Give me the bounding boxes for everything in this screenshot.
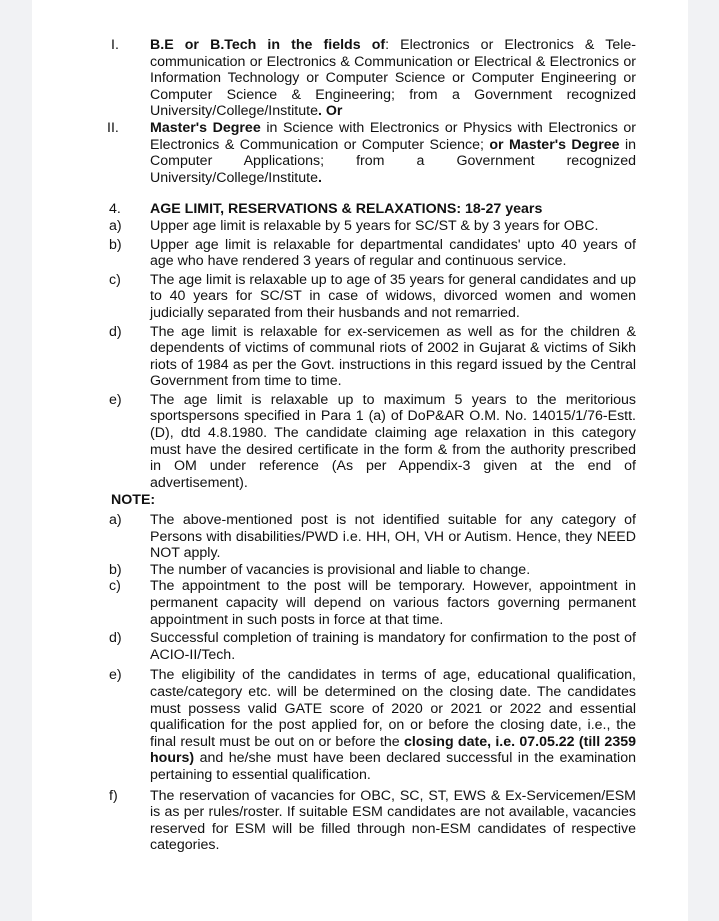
qualification-item — [32, 37, 636, 120]
note-item — [32, 562, 636, 579]
bold-tail: . Or — [317, 103, 343, 120]
item-text: The above-mentioned post is not identified suitable for any category of Persons with disabilities/PWD i.e. HH, OH, VH or Autism. Hence, they NEED NOT apply. — [150, 512, 636, 562]
note-item — [32, 512, 636, 562]
age-item — [32, 324, 636, 390]
note-item — [32, 630, 636, 663]
bold-tail: . — [317, 169, 322, 186]
document-page — [32, 0, 688, 921]
item-label: f) — [109, 787, 118, 804]
item-text: The age limit is relaxable up to age of 35 years for general candidates and up to 40 years for SC/ST in case of widows, divorced women and women judicially separated from their husbands and not remarried. — [150, 271, 636, 321]
item-text: The reservation of vacancies for OBC, SC, ST, EWS & Ex-Servicemen/ESM is as per rules/roster. If suitable ESM candidates are not available, vacancies reserved for ESM will be filled through non-ESM candidates of respective categories. — [150, 787, 636, 854]
note-heading: NOTE: — [111, 492, 156, 509]
item-label: c) — [109, 578, 121, 595]
body-text: in Science with Electronics or Physics with Electronics or Electronics & Communication or Computer Science; — [150, 119, 637, 153]
item-label: e) — [109, 667, 122, 684]
item-text: The age limit is relaxable up to maximum 5 years to the meritorious sportspersons specified in Para 1 (a) of DoP&AR O.M. No. 14015/1/76-Estt.(D), dtd 4.8.1980. The candidate claiming age relaxation in this category must have the desired certificate in the form & from the authority prescribed in OM under reference (As per Appendix-3 given at the end of advertisement). — [150, 391, 636, 491]
item-label: b) — [109, 236, 122, 253]
note-item — [32, 667, 636, 783]
item-label: b) — [109, 561, 122, 578]
item-label: II. — [107, 119, 119, 136]
item-text: The age limit is relaxable for ex-servicemen as well as for the children & dependents of victims of communal riots of 2002 in Gujarat & victims of Sikh riots of 1984 as per the Govt. instructions in this regard issued by the Central Government from time to time. — [150, 323, 636, 390]
item-text — [150, 37, 636, 120]
item-text — [150, 667, 636, 783]
body-text: in Computer Applications; from a Government recognized University/College/Institute — [150, 136, 637, 186]
age-item — [32, 272, 636, 322]
qualification-item — [32, 120, 636, 186]
note-item — [32, 788, 636, 854]
section-title: AGE LIMIT, RESERVATIONS & RELAXATIONS: 18-27 years — [150, 201, 543, 218]
bold-lead: B.E or B.Tech in the fields of — [150, 37, 386, 53]
age-item — [32, 392, 636, 492]
item-label: d) — [109, 630, 122, 647]
item-text: Successful completion of training is mandatory for confirmation to the post of ACIO-II/Tech. — [150, 630, 636, 663]
section-number: 4. — [109, 201, 121, 218]
body-text: and he/she must have been declared successful in the examination pertaining to essential qualification. — [150, 750, 636, 783]
item-label: c) — [109, 271, 121, 288]
body-text: : Electronics or Electronics & Tele-communication or Electronics & Communication or Electrical & Electronics or Information Technology or Computer Science or Computer Engineering or Computer Science & Engineering; from a Government recognized University/College/Institute — [150, 37, 636, 120]
item-label: I. — [111, 37, 119, 53]
item-label: d) — [109, 323, 122, 340]
body-text: The eligibility of the candidates in terms of age, educational qualification, caste/category etc. will be determined on the closing date. The candidates must possess valid GATE score of 2020 or 2021 or 2022 and essential qualification for the post applied for, on or before the closing date, i.e., the final result must be out on or before the — [150, 667, 636, 750]
item-label: a) — [109, 217, 122, 234]
age-item — [32, 237, 636, 270]
age-item — [32, 218, 636, 235]
bold-mid: or Master's Degree — [489, 136, 620, 153]
document-content — [32, 37, 688, 854]
section-heading — [32, 201, 636, 218]
item-text: The number of vacancies is provisional and liable to change. — [150, 561, 531, 578]
item-text: The appointment to the post will be temporary. However, appointment in permanent capacity will depend on various factors governing permanent appointment in such posts in force at that time. — [150, 578, 636, 628]
bold-lead: Master's Degree — [150, 119, 261, 136]
note-item — [32, 578, 636, 628]
closing-date-bold: closing date, i.e. 07.05.22 (till 2359 hours) — [150, 733, 636, 767]
item-text — [150, 120, 636, 186]
item-label: e) — [109, 391, 122, 408]
item-text: Upper age limit is relaxable for departmental candidates' upto 40 years of age who have rendered 3 years of regular and continuous service. — [150, 236, 636, 270]
item-text: Upper age limit is relaxable by 5 years for SC/ST & by 3 years for OBC. — [150, 217, 599, 234]
item-label: a) — [109, 512, 122, 529]
